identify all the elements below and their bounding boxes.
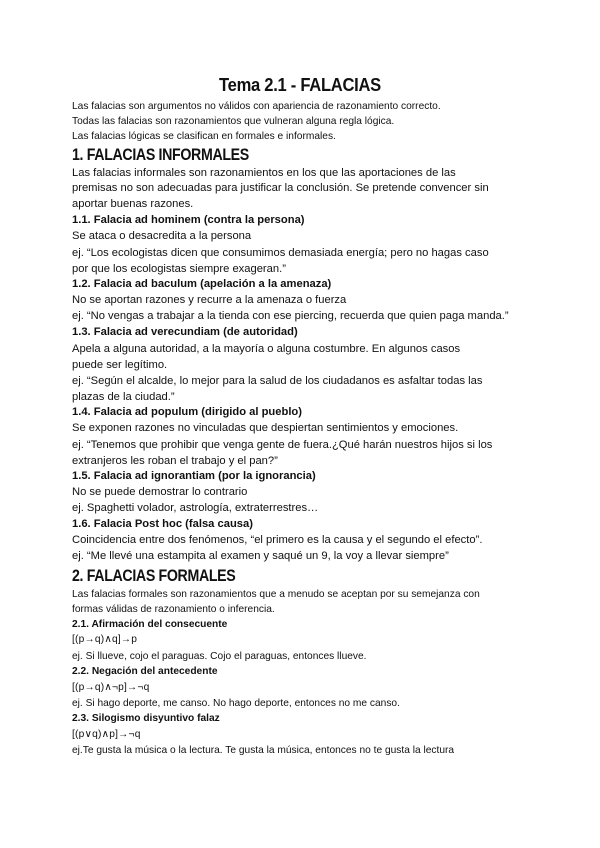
subsection-heading: 1.5. Falacia ad ignorantiam (por la ignorancia) (72, 470, 316, 482)
logic-formula: [(p→q)∧¬p]→¬q (72, 682, 150, 693)
subsection-example: plazas de la ciudad.” (72, 391, 175, 403)
intro-line: Todas las falacias son razonamientos que vulneran alguna regla lógica. (72, 116, 395, 127)
subsection-example: ej. “Tenemos que prohibir que venga gente de fuera.¿Qué harán nuestros hijos si los (72, 439, 493, 451)
section-heading-formales: 2. FALACIAS FORMALES (72, 567, 236, 585)
document-title: Tema 2.1 - FALACIAS (219, 75, 381, 95)
subsection-heading: 1.3. Falacia ad verecundiam (de autoridad) (72, 326, 298, 338)
subsection-example: extranjeros les roban el trabajo y el pan?” (72, 455, 278, 467)
section-description: Las falacias informales son razonamientos en los que las aportaciones de las (72, 167, 456, 179)
subsection-example: ej. Si llueve, cojo el paraguas. Cojo el paraguas, entonces llueve. (72, 651, 367, 662)
subsection-text: No se puede demostrar lo contrario (72, 486, 248, 498)
subsection-heading: 1.2. Falacia ad baculum (apelación a la amenaza) (72, 278, 332, 290)
subsection-text: Se ataca o desacredita a la persona (72, 230, 252, 242)
subsection-example: por que los ecologistas siempre exageran.” (72, 263, 286, 275)
section-description: formas válidas de razonamiento o inferencia. (72, 604, 275, 615)
subsection-heading: 1.1. Falacia ad hominem (contra la persona) (72, 214, 305, 226)
intro-line: Las falacias son argumentos no válidos con apariencia de razonamiento correcto. (72, 101, 441, 112)
logic-formula: [(p→q)∧q]→p (72, 634, 138, 645)
subsection-example: ej. Si hago deporte, me canso. No hago deporte, entonces no me canso. (72, 698, 400, 709)
subsection-example: ej. “Los ecologistas dicen que consumimos demasiada energía; pero no hagas caso (72, 247, 489, 259)
subsection-heading: 2.3. Silogismo disyuntivo falaz (72, 713, 220, 724)
section-description: premisas no son adecuadas para justificar la conclusión. Se pretende convencer sin (72, 182, 489, 194)
subsection-text: puede ser legítimo. (72, 359, 168, 371)
subsection-text: No se aportan razones y recurre a la amenaza o fuerza (72, 294, 347, 306)
subsection-heading: 2.2. Negación del antecedente (72, 666, 218, 677)
subsection-example: ej.Te gusta la música o la lectura. Te gusta la música, entonces no te gusta la lectura (72, 745, 455, 756)
subsection-text: Se exponen razones no vinculadas que despiertan sentimientos y emociones. (72, 422, 459, 434)
section-description: aportar buenas razones. (72, 198, 194, 210)
subsection-heading: 1.6. Falacia Post hoc (falsa causa) (72, 518, 253, 530)
section-description: Las falacias formales son razonamientos que a menudo se aceptan por su semejanza con (72, 589, 480, 600)
subsection-example: ej. “No vengas a trabajar a la tienda con ese piercing, recuerda que quien paga manda.” (72, 310, 509, 322)
logic-formula: [(p∨q)∧p]→¬q (72, 729, 141, 740)
subsection-heading: 1.4. Falacia ad populum (dirigido al pueblo) (72, 406, 302, 418)
subsection-example: ej. “Me llevé una estampita al examen y saqué un 9, la voy a llevar siempre” (72, 550, 449, 562)
section-heading-informales: 1. FALACIAS INFORMALES (72, 146, 249, 164)
subsection-heading: 2.1. Afirmación del consecuente (72, 619, 228, 630)
subsection-example: ej. “Según el alcalde, lo mejor para la salud de los ciudadanos es asfaltar todas las (72, 375, 483, 387)
subsection-example: ej. Spaghetti volador, astrología, extraterrestres… (72, 502, 319, 514)
subsection-text: Coincidencia entre dos fenómenos, “el primero es la causa y el segundo el efecto”. (72, 534, 483, 546)
subsection-text: Apela a alguna autoridad, a la mayoría o alguna costumbre. En algunos casos (72, 343, 461, 355)
intro-line: Las falacias lógicas se clasifican en formales e informales. (72, 131, 336, 142)
